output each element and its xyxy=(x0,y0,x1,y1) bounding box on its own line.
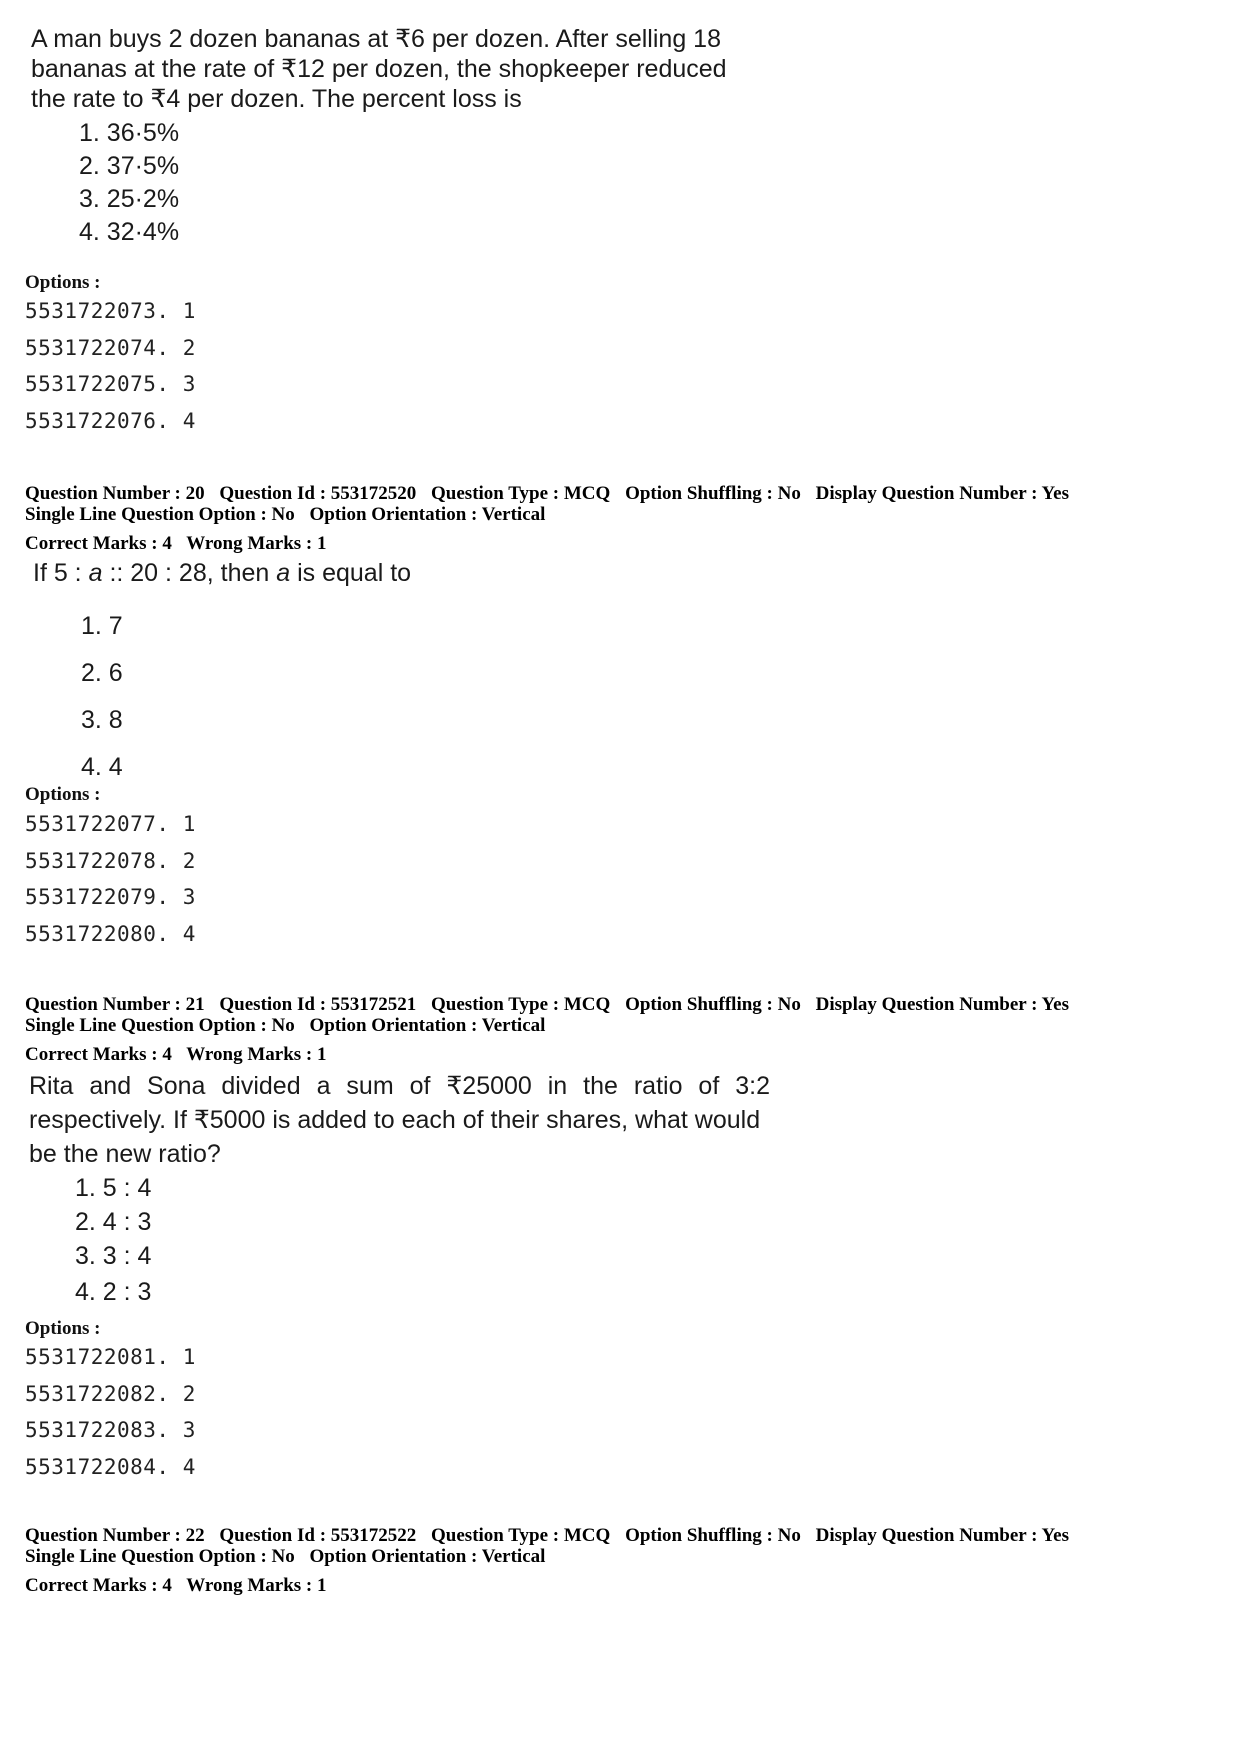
options-label: Options : xyxy=(25,784,101,805)
question-20-text-part: :: 20 : 28, then xyxy=(102,559,277,587)
question-19-text xyxy=(31,24,727,114)
wrong-marks: Wrong Marks : 1 xyxy=(186,1575,327,1596)
question-20-meta xyxy=(25,483,1079,554)
option-id: 5531722075. 3 xyxy=(25,372,196,396)
choice: 2. 4 : 3 xyxy=(75,1208,152,1236)
choice: 4. 32·4% xyxy=(79,218,180,246)
display-question-number: Display Question Number : Yes xyxy=(815,994,1069,1015)
option-id: 5531722078. 2 xyxy=(25,848,196,873)
question-number: Question Number : 22 xyxy=(25,1525,205,1546)
meta-line xyxy=(25,994,1079,1015)
question-20-content xyxy=(33,558,411,791)
meta-line xyxy=(25,533,1079,554)
choice: 1. 36·5% xyxy=(79,119,180,147)
choice: 3. 3 : 4 xyxy=(75,1242,152,1270)
question-21-text-line: Rita and Sona divided a sum of ₹25000 in the ratio of 3:2 xyxy=(29,1072,770,1100)
choice: 1. 7 xyxy=(81,612,123,640)
choice: 2. 37·5% xyxy=(79,152,180,180)
question-20-text xyxy=(33,558,411,588)
option-id: 5531722080. 4 xyxy=(25,921,196,946)
question-20-choices xyxy=(81,603,411,791)
question-type: Question Type : MCQ xyxy=(431,994,611,1015)
meta-line xyxy=(25,483,1079,504)
question-type: Question Type : MCQ xyxy=(431,1525,611,1546)
option-id: 5531722077. 1 xyxy=(25,812,196,836)
question-21-text-line: respectively. If ₹5000 is added to each of their shares, what would xyxy=(29,1106,761,1134)
question-id: Question Id : 553172522 xyxy=(219,1525,417,1546)
meta-line xyxy=(25,1546,1079,1567)
option-id-list xyxy=(25,1339,196,1485)
meta-line xyxy=(25,1015,1079,1036)
question-21-text xyxy=(29,1069,770,1171)
display-question-number: Display Question Number : Yes xyxy=(815,1525,1069,1546)
question-number: Question Number : 20 xyxy=(25,483,205,504)
wrong-marks: Wrong Marks : 1 xyxy=(186,533,327,554)
meta-line xyxy=(25,504,1079,525)
question-21-text-line: be the new ratio? xyxy=(29,1140,221,1168)
wrong-marks: Wrong Marks : 1 xyxy=(186,1044,327,1065)
option-id: 5531722083. 3 xyxy=(25,1418,196,1442)
option-id: 5531722084. 4 xyxy=(25,1454,196,1479)
option-orientation: Option Orientation : Vertical xyxy=(309,504,546,525)
option-id: 5531722079. 3 xyxy=(25,885,196,909)
meta-line xyxy=(25,1575,1079,1596)
option-id: 5531722073. 1 xyxy=(25,299,196,323)
meta-line xyxy=(25,1525,1079,1546)
option-id: 5531722082. 2 xyxy=(25,1381,196,1406)
option-shuffling: Option Shuffling : No xyxy=(625,483,801,504)
choice: 4. 2 : 3 xyxy=(75,1278,152,1306)
choice: 3. 25·2% xyxy=(79,185,180,213)
choice: 2. 6 xyxy=(81,659,123,687)
option-orientation: Option Orientation : Vertical xyxy=(309,1546,546,1567)
question-20-text-part: If 5 : xyxy=(33,559,89,587)
correct-marks: Correct Marks : 4 xyxy=(25,1044,172,1065)
question-type: Question Type : MCQ xyxy=(431,483,611,504)
question-19-content xyxy=(31,24,727,249)
question-20-variable: a xyxy=(276,559,291,587)
question-20-text-part: is equal to xyxy=(290,559,412,587)
question-20-variable: a xyxy=(88,559,103,587)
question-id: Question Id : 553172520 xyxy=(219,483,417,504)
question-21-meta xyxy=(25,994,1079,1065)
question-22-meta xyxy=(25,1525,1079,1596)
option-orientation: Option Orientation : Vertical xyxy=(309,1015,546,1036)
option-shuffling: Option Shuffling : No xyxy=(625,1525,801,1546)
option-id: 5531722074. 2 xyxy=(25,335,196,360)
option-id-list xyxy=(25,806,196,952)
meta-line xyxy=(25,1044,1079,1065)
single-line-option: Single Line Question Option : No xyxy=(25,1546,295,1567)
single-line-option: Single Line Question Option : No xyxy=(25,1015,295,1036)
question-19-choices xyxy=(79,116,727,249)
choice: 1. 5 : 4 xyxy=(75,1174,152,1202)
question-21-content xyxy=(29,1069,770,1311)
question-19-text-line: the rate to ₹4 per dozen. The percent loss is xyxy=(31,85,522,113)
choice: 3. 8 xyxy=(81,706,123,734)
option-id-list xyxy=(25,293,196,439)
options-label: Options : xyxy=(25,1318,101,1339)
choice: 4. 4 xyxy=(81,753,123,781)
question-id: Question Id : 553172521 xyxy=(219,994,417,1015)
question-21-choices xyxy=(75,1171,770,1311)
option-id: 5531722081. 1 xyxy=(25,1345,196,1369)
options-label: Options : xyxy=(25,272,101,293)
display-question-number: Display Question Number : Yes xyxy=(815,483,1069,504)
correct-marks: Correct Marks : 4 xyxy=(25,1575,172,1596)
question-19-text-line: A man buys 2 dozen bananas at ₹6 per dozen. After selling 18 xyxy=(31,25,721,53)
single-line-option: Single Line Question Option : No xyxy=(25,504,295,525)
question-19-text-line: bananas at the rate of ₹12 per dozen, the shopkeeper reduced xyxy=(31,55,727,83)
correct-marks: Correct Marks : 4 xyxy=(25,533,172,554)
option-shuffling: Option Shuffling : No xyxy=(625,994,801,1015)
question-number: Question Number : 21 xyxy=(25,994,205,1015)
option-id: 5531722076. 4 xyxy=(25,408,196,433)
